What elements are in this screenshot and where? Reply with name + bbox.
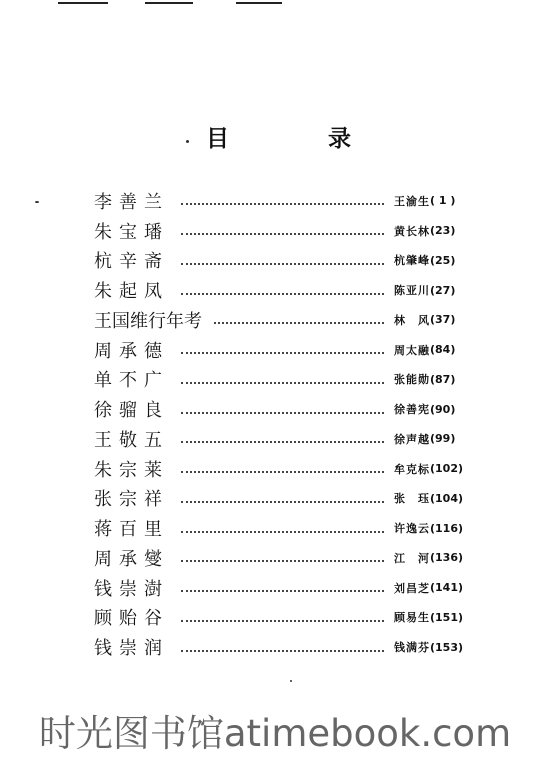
toc-entry [94, 424, 474, 454]
entry-page-number: (25) [430, 253, 456, 267]
entry-title: 朱宝璠 [94, 221, 169, 243]
entry-title: 徐骝良 [94, 400, 169, 422]
toc-entry [94, 513, 474, 543]
speck [290, 680, 292, 682]
toc-entry [94, 246, 474, 276]
scan-mark [145, 2, 193, 4]
entry-page-number: (87) [430, 372, 456, 386]
dot-leader [181, 262, 384, 265]
entry-title: 周承德 [94, 340, 169, 362]
toc-entry [94, 632, 474, 662]
entry-title: 钱崇润 [94, 638, 169, 660]
entry-title: 周承燮 [94, 548, 169, 570]
scan-mark [58, 2, 108, 4]
entry-author: 许逸云 [394, 522, 430, 536]
entry-author: 张能勋 [394, 373, 430, 387]
toc-entry [94, 275, 474, 305]
entry-author: 江 河 [394, 551, 430, 565]
dot-leader [181, 411, 384, 414]
toc-entry [94, 335, 474, 365]
scan-edge-marks [0, 0, 550, 20]
entry-page-number: ( 1 ) [430, 194, 456, 208]
dot-leader [181, 232, 384, 235]
toc-entry [94, 543, 474, 573]
entry-author: 牟克标 [394, 462, 430, 476]
entry-title: 李善兰 [94, 191, 169, 213]
entry-author: 徐善宪 [394, 403, 430, 417]
toc-entry [94, 216, 474, 246]
entry-title: 钱崇澍 [94, 578, 169, 600]
toc-entry [94, 305, 474, 335]
dot-leader [181, 351, 384, 354]
entry-title: 朱起凤 [94, 281, 169, 303]
entry-title: 杭辛斋 [94, 251, 169, 273]
dot-leader [181, 589, 384, 592]
dot-leader [181, 619, 384, 622]
dot-leader [181, 559, 384, 562]
entry-page-number: (136) [430, 551, 464, 565]
page-title-part1: 目 [206, 126, 229, 152]
entry-title: 蒋百里 [94, 519, 169, 541]
entry-author: 刘昌芝 [394, 581, 430, 595]
entry-page-number: (84) [430, 343, 456, 357]
speck [35, 201, 39, 203]
dot-leader [181, 530, 384, 533]
entry-page-number: (90) [430, 402, 456, 416]
entry-author: 王渝生 [394, 194, 430, 208]
entry-author: 杭肇峰 [394, 254, 430, 268]
dot-leader [181, 381, 384, 384]
entry-author: 张 珏 [394, 492, 430, 506]
entry-title: 张宗祥 [94, 489, 169, 511]
entry-page-number: (104) [430, 491, 464, 505]
entry-author: 黄长林 [394, 224, 430, 238]
entry-title: 王国维行年考 [94, 310, 202, 332]
dot-leader [181, 470, 384, 473]
entry-title: 顾贻谷 [94, 608, 169, 630]
entry-title: 单不广 [94, 370, 169, 392]
table-of-contents [94, 186, 474, 662]
speck [186, 140, 189, 143]
entry-page-number: (99) [430, 432, 456, 446]
dot-leader [214, 321, 384, 324]
entry-page-number: (37) [430, 313, 456, 327]
entry-page-number: (141) [430, 581, 464, 595]
entry-author: 周太融 [394, 343, 430, 357]
page-title-part2: 录 [328, 126, 351, 152]
toc-entry [94, 454, 474, 484]
entry-author: 徐声越 [394, 432, 430, 446]
entry-author: 陈亚川 [394, 284, 430, 298]
entry-page-number: (102) [430, 462, 464, 476]
toc-entry [94, 573, 474, 603]
toc-entry [94, 365, 474, 395]
toc-entry [94, 394, 474, 424]
entry-page-number: (27) [430, 283, 456, 297]
entry-author: 钱满芬 [394, 641, 430, 655]
entry-page-number: (151) [430, 610, 464, 624]
dot-leader [181, 292, 384, 295]
dot-leader [181, 500, 384, 503]
scan-mark [236, 2, 282, 4]
toc-entry [94, 186, 474, 216]
entry-page-number: (116) [430, 521, 464, 535]
entry-title: 王敬五 [94, 429, 169, 451]
dot-leader [181, 202, 384, 205]
dot-leader [181, 649, 384, 652]
entry-page-number: (153) [430, 640, 464, 654]
entry-author: 顾易生 [394, 611, 430, 625]
watermark: 时光图书馆atimebook.com [38, 712, 512, 755]
entry-author: 林 风 [394, 313, 430, 327]
entry-title: 朱宗莱 [94, 459, 169, 481]
page-title [200, 120, 360, 160]
entry-page-number: (23) [430, 224, 456, 238]
toc-entry [94, 484, 474, 514]
dot-leader [181, 440, 384, 443]
toc-entry [94, 603, 474, 633]
